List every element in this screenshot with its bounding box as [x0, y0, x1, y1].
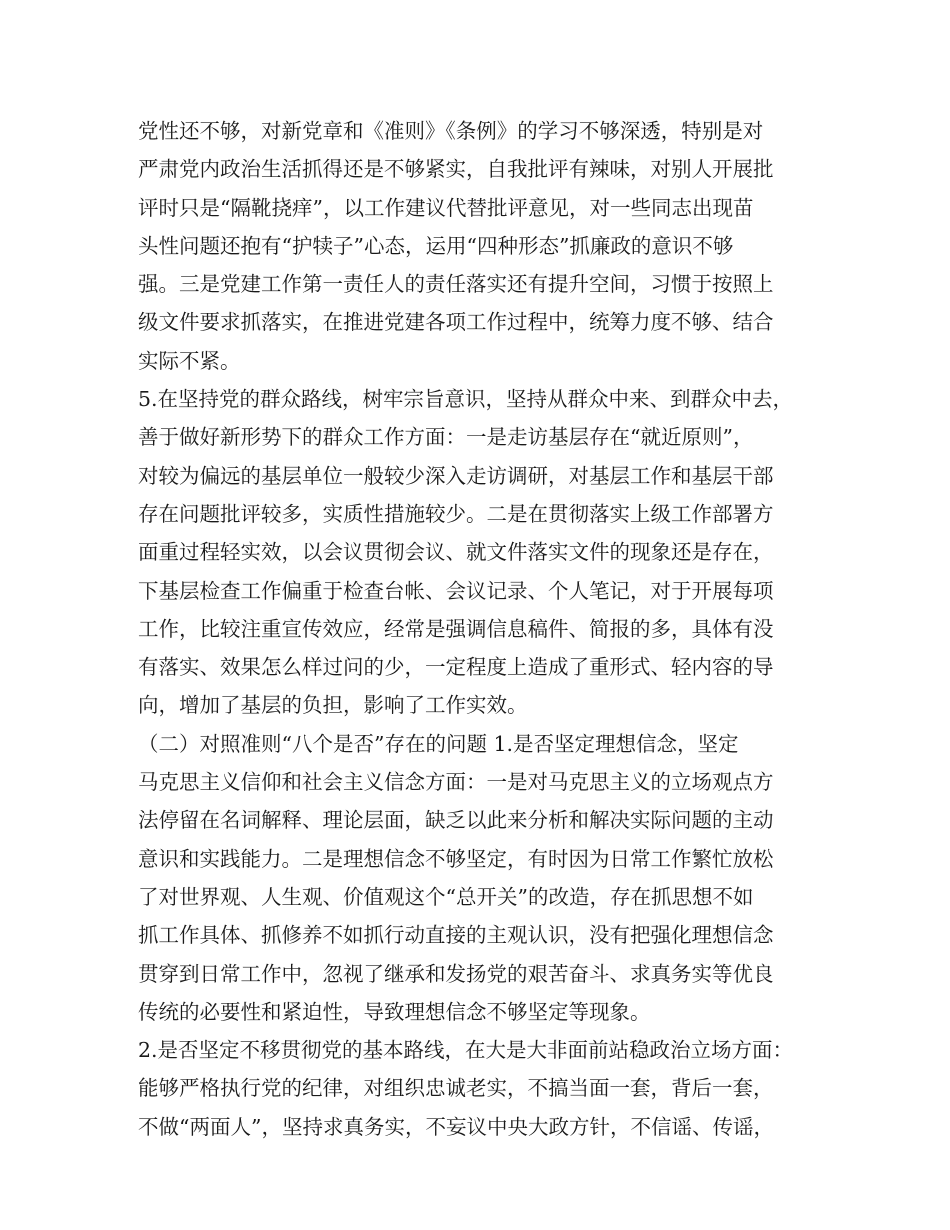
text-line: 贯穿到日常工作中，忽视了继承和发扬党的艰苦奋斗、求真务实等优良 — [138, 961, 774, 986]
section-heading-line: 2.是否坚定不移贯彻党的基本路线，在大是大非面前站稳政治立场方面： — [138, 1038, 794, 1063]
text-line: 存在问题批评较多，实质性措施较少。二是在贯彻落实上级工作部署方 — [138, 501, 774, 526]
text-line: 抓工作具体、抓修养不如抓行动直接的主观认识，没有把强化理想信念 — [138, 923, 774, 948]
text-line: 工作，比较注重宣传效应，经常是强调信息稿件、简报的多，具体有没 — [138, 616, 774, 641]
text-line: 强。三是党建工作第一责任人的责任落实还有提升空间，习惯于按照上 — [138, 272, 774, 297]
text-line: 对较为偏远的基层单位一般较少深入走访调研，对基层工作和基层干部 — [138, 463, 774, 488]
text-line: 向，增加了基层的负担，影响了工作实效。 — [138, 693, 528, 718]
text-line: 不做“两面人”，坚持求真务实，不妄议中央大政方针，不信谣、传谣， — [138, 1114, 774, 1139]
text-line: 级文件要求抓落实，在推进党建各项工作过程中，统筹力度不够、结合 — [138, 310, 774, 335]
text-line: 法停留在名词解释、理论层面，缺乏以此来分析和解决实际问题的主动 — [138, 808, 774, 833]
text-line: 了对世界观、人生观、价值观这个“总开关”的改造，存在抓思想不如 — [138, 884, 754, 909]
text-line: 严肃党内政治生活抓得还是不够紧实，自我批评有辣味，对别人开展批 — [138, 157, 774, 182]
text-line: 善于做好新形势下的群众工作方面：一是走访基层存在“就近原则”， — [138, 425, 754, 450]
text-line: 头性问题还抱有“护犊子”心态，运用“四种形态”抓廉政的意识不够 — [138, 233, 734, 258]
section-heading-line: （二）对照准则“八个是否”存在的问题 1.是否坚定理想信念，坚定 — [138, 731, 739, 756]
section-heading-line: 5.在坚持党的群众路线，树牢宗旨意识，坚持从群众中来、到群众中去， — [138, 387, 794, 412]
text-line: 能够严格执行党的纪律，对组织忠诚老实，不搞当面一套，背后一套， — [138, 1076, 774, 1101]
text-line: 下基层检查工作偏重于检查台帐、会议记录、个人笔记，对于开展每项 — [138, 578, 774, 603]
text-line: 面重过程轻实效，以会议贯彻会议、就文件落实文件的现象还是存在， — [138, 540, 774, 565]
text-line: 马克思主义信仰和社会主义信念方面：一是对马克思主义的立场观点方 — [138, 770, 774, 795]
text-line: 评时只是“隔靴挠痒”，以工作建议代替批评意见，对一些同志出现苗 — [138, 195, 754, 220]
document-body — [138, 112, 828, 1146]
text-line: 有落实、效果怎么样过问的少，一定程度上造成了重形式、轻内容的导 — [138, 655, 774, 680]
text-line: 实际不紧。 — [138, 348, 241, 373]
text-line: 意识和实践能力。二是理想信念不够坚定，有时因为日常工作繁忙放松 — [138, 846, 774, 871]
text-line: 传统的必要性和紧迫性，导致理想信念不够坚定等现象。 — [138, 999, 651, 1024]
text-line: 党性还不够，对新党章和《准则》《条例》的学习不够深透，特别是对 — [138, 119, 764, 143]
